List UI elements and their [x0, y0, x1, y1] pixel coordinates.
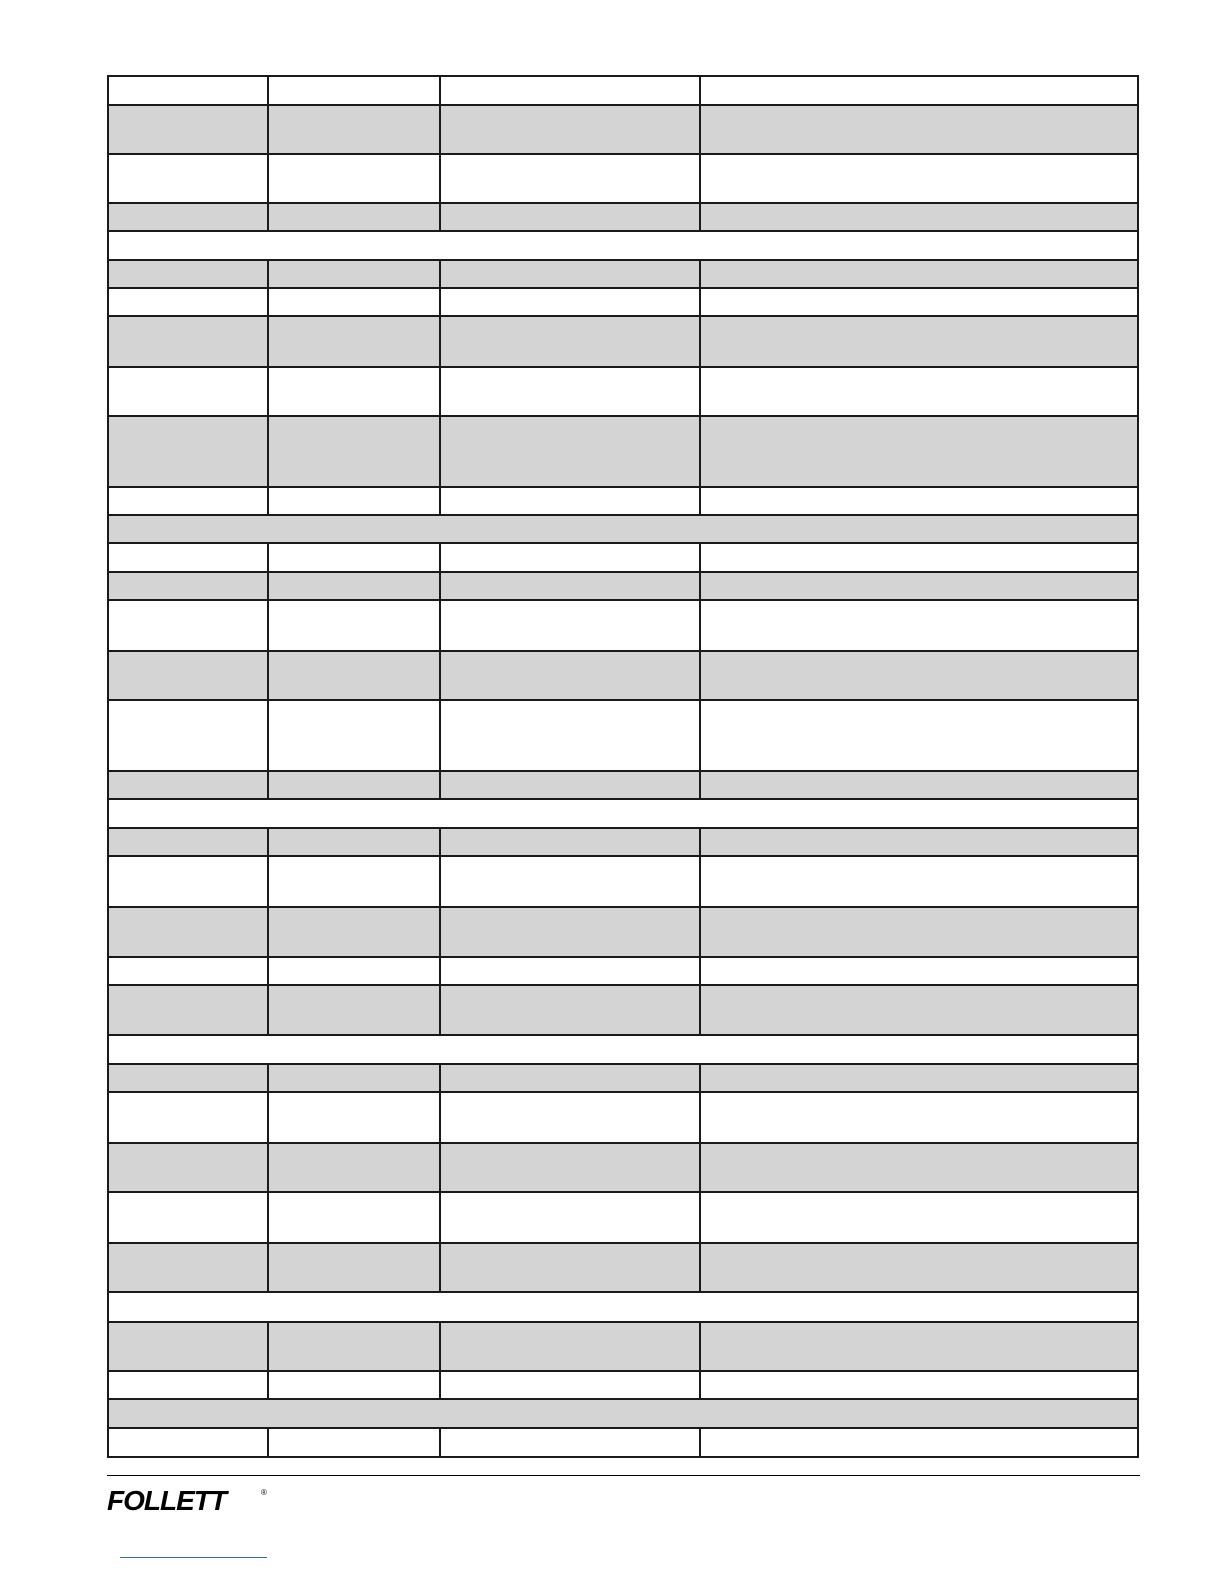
table-row — [108, 1428, 1138, 1457]
table-cell — [700, 1428, 1138, 1457]
table-row — [108, 957, 1138, 985]
table-cell — [268, 957, 440, 985]
table-cell — [108, 1192, 268, 1243]
table-cell — [108, 367, 268, 416]
table-cell — [268, 1143, 440, 1192]
table-cell — [108, 1092, 268, 1143]
table-row — [108, 907, 1138, 957]
table-cell — [440, 154, 700, 203]
table-cell — [700, 828, 1138, 856]
follett-logo-wordmark: FOLLETT — [107, 1485, 226, 1516]
table-cell — [700, 316, 1138, 367]
section-header-row — [108, 231, 1138, 260]
table-cell — [700, 856, 1138, 907]
section-header-row — [108, 1292, 1138, 1322]
section-header-cell — [108, 1399, 1138, 1428]
table-cell — [108, 985, 268, 1035]
table-cell — [268, 1064, 440, 1092]
table-cell — [700, 985, 1138, 1035]
table-cell — [440, 76, 700, 105]
table-cell — [108, 572, 268, 600]
document-table-body — [108, 76, 1138, 1457]
table-cell — [268, 1371, 440, 1399]
table-cell — [440, 1192, 700, 1243]
registered-mark: ® — [261, 1488, 267, 1497]
table-cell — [440, 1428, 700, 1457]
table-cell — [700, 1064, 1138, 1092]
table-cell — [700, 105, 1138, 154]
table-cell — [108, 154, 268, 203]
table-cell — [440, 1064, 700, 1092]
table-row — [108, 771, 1138, 799]
table-cell — [108, 1143, 268, 1192]
table-cell — [108, 1428, 268, 1457]
table-cell — [700, 288, 1138, 316]
table-cell — [440, 651, 700, 700]
table-cell — [700, 1371, 1138, 1399]
table-cell — [440, 572, 700, 600]
table-row — [108, 367, 1138, 416]
table-cell — [700, 572, 1138, 600]
table-row — [108, 1064, 1138, 1092]
table-cell — [268, 1428, 440, 1457]
table-cell — [108, 260, 268, 288]
table-cell — [440, 856, 700, 907]
table-cell — [440, 203, 700, 231]
document-table — [107, 75, 1139, 1458]
table-cell — [268, 1322, 440, 1371]
table-cell — [700, 1192, 1138, 1243]
table-row — [108, 260, 1138, 288]
table-row — [108, 1192, 1138, 1243]
table-row — [108, 154, 1138, 203]
table-cell — [268, 487, 440, 515]
table-row — [108, 600, 1138, 651]
table-cell — [440, 907, 700, 957]
table-cell — [108, 600, 268, 651]
table-cell — [700, 957, 1138, 985]
section-header-cell — [108, 1035, 1138, 1064]
table-cell — [700, 907, 1138, 957]
table-cell — [268, 154, 440, 203]
table-cell — [440, 105, 700, 154]
table-cell — [440, 487, 700, 515]
table-cell — [440, 288, 700, 316]
section-header-row — [108, 515, 1138, 543]
footer-rule — [107, 1475, 1140, 1476]
section-header-cell — [108, 231, 1138, 260]
table-row — [108, 828, 1138, 856]
table-cell — [108, 1322, 268, 1371]
table-cell — [440, 957, 700, 985]
table-row — [108, 203, 1138, 231]
table-cell — [440, 1371, 700, 1399]
table-cell — [700, 76, 1138, 105]
section-header-cell — [108, 515, 1138, 543]
table-cell — [700, 651, 1138, 700]
table-cell — [440, 367, 700, 416]
table-cell — [440, 260, 700, 288]
table-cell — [268, 1243, 440, 1292]
table-cell — [268, 907, 440, 957]
table-cell — [108, 416, 268, 487]
table-cell — [440, 1143, 700, 1192]
table-cell — [268, 1192, 440, 1243]
table-row — [108, 700, 1138, 771]
table-row — [108, 572, 1138, 600]
table-cell — [108, 771, 268, 799]
table-cell — [440, 316, 700, 367]
table-cell — [108, 856, 268, 907]
table-row — [108, 1243, 1138, 1292]
table-cell — [108, 316, 268, 367]
table-cell — [700, 1243, 1138, 1292]
table-cell — [108, 957, 268, 985]
section-header-cell — [108, 799, 1138, 828]
table-cell — [108, 1243, 268, 1292]
table-cell — [268, 651, 440, 700]
table-cell — [440, 828, 700, 856]
table-cell — [268, 203, 440, 231]
table-cell — [440, 543, 700, 572]
table-row — [108, 1371, 1138, 1399]
table-cell — [108, 203, 268, 231]
table-cell — [268, 288, 440, 316]
table-cell — [108, 105, 268, 154]
table-cell — [108, 288, 268, 316]
table-cell — [268, 985, 440, 1035]
table-cell — [268, 572, 440, 600]
table-cell — [700, 1322, 1138, 1371]
table-cell — [108, 907, 268, 957]
section-header-row — [108, 799, 1138, 828]
table-cell — [440, 416, 700, 487]
table-cell — [440, 985, 700, 1035]
table-cell — [268, 828, 440, 856]
table-cell — [268, 600, 440, 651]
table-row — [108, 985, 1138, 1035]
table-row — [108, 316, 1138, 367]
table-cell — [700, 771, 1138, 799]
table-cell — [700, 203, 1138, 231]
table-row — [108, 105, 1138, 154]
table-row — [108, 1322, 1138, 1371]
table-cell — [440, 1092, 700, 1143]
table-cell — [440, 1243, 700, 1292]
table-cell — [108, 828, 268, 856]
table-row — [108, 76, 1138, 105]
table-cell — [268, 856, 440, 907]
table-cell — [700, 700, 1138, 771]
table-row — [108, 1092, 1138, 1143]
table-row — [108, 487, 1138, 515]
section-header-row — [108, 1035, 1138, 1064]
table-cell — [268, 1092, 440, 1143]
table-cell — [700, 154, 1138, 203]
table-cell — [268, 105, 440, 154]
table-cell — [268, 543, 440, 572]
table-cell — [700, 260, 1138, 288]
table-cell — [108, 76, 268, 105]
table-cell — [108, 487, 268, 515]
table-cell — [700, 1092, 1138, 1143]
follett-logo — [105, 1483, 275, 1517]
table-cell — [700, 487, 1138, 515]
table-cell — [268, 316, 440, 367]
table-cell — [268, 367, 440, 416]
table-cell — [440, 600, 700, 651]
table-row — [108, 1143, 1138, 1192]
table-row — [108, 543, 1138, 572]
table-cell — [700, 600, 1138, 651]
table-cell — [440, 700, 700, 771]
table-cell — [440, 1322, 700, 1371]
table-row — [108, 288, 1138, 316]
table-cell — [108, 1064, 268, 1092]
table-cell — [268, 260, 440, 288]
section-header-cell — [108, 1292, 1138, 1322]
table-cell — [700, 543, 1138, 572]
table-cell — [440, 771, 700, 799]
table-cell — [268, 700, 440, 771]
footer-link-underline[interactable] — [120, 1557, 267, 1558]
table-row — [108, 651, 1138, 700]
table-cell — [700, 1143, 1138, 1192]
section-header-row — [108, 1399, 1138, 1428]
table-row — [108, 416, 1138, 487]
table-cell — [108, 700, 268, 771]
table-cell — [108, 1371, 268, 1399]
table-cell — [108, 543, 268, 572]
table-row — [108, 856, 1138, 907]
table-cell — [700, 416, 1138, 487]
table-cell — [268, 416, 440, 487]
table-cell — [268, 771, 440, 799]
table-cell — [268, 76, 440, 105]
table-cell — [700, 367, 1138, 416]
table-cell — [108, 651, 268, 700]
